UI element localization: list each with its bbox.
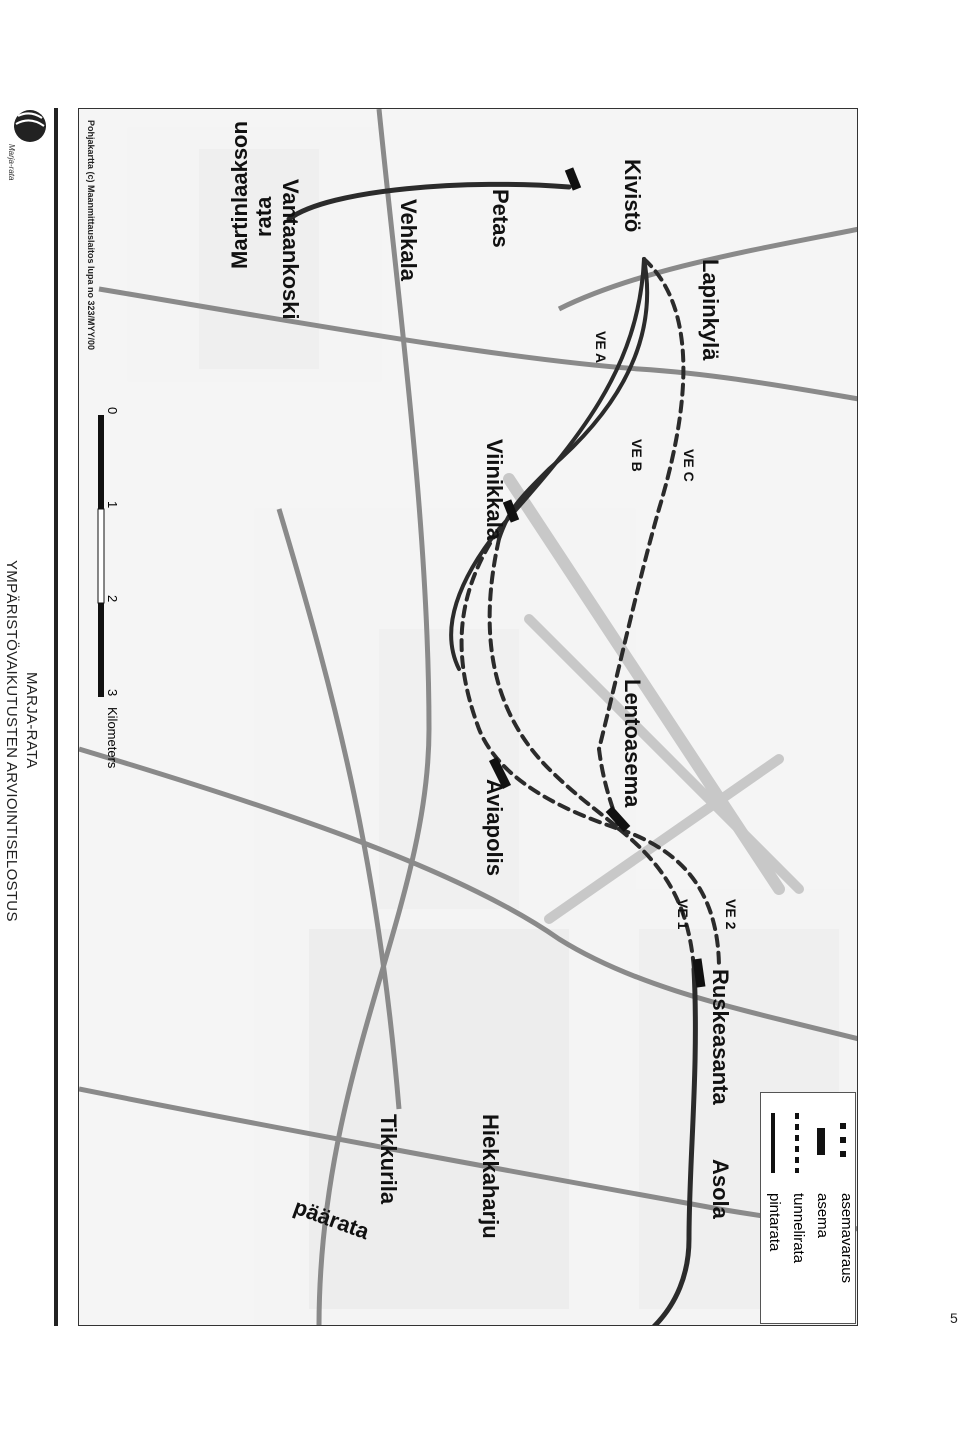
place-label-ruskeasanta: Ruskeasanta	[708, 969, 733, 1105]
place-label-vehkala: Vehkala	[396, 199, 421, 281]
left-rule	[54, 108, 58, 1326]
legend-label-tunnelirata: tunnelirata	[790, 1193, 807, 1264]
scale-unit: Kilometers	[105, 707, 120, 769]
place-label-kivisto: Kivistö	[620, 159, 645, 233]
marja-rata-logo	[6, 108, 46, 181]
scale-tick-0: 0	[105, 407, 120, 415]
place-label-aviapolis: Aviapolis	[482, 779, 507, 876]
scale-bar-graphic	[90, 405, 130, 705]
route-label-ve-2: VE 2	[723, 899, 739, 930]
place-label-tikkurila: Tikkurila	[376, 1114, 401, 1205]
legend-label-asema: asema	[814, 1193, 831, 1239]
document-subtitle: YMPÄRISTÖVAIKUTUSTEN ARVIOINTISELOSTUS	[3, 560, 20, 922]
place-label-rata: rata	[251, 196, 276, 237]
place-label-martinlaakson: Martinlaakson	[227, 121, 252, 269]
map-canvas	[79, 109, 858, 1326]
map-background	[79, 109, 858, 1326]
scale-bar	[90, 405, 130, 769]
legend-label-asemavaraus: asemavaraus	[838, 1193, 855, 1284]
station-ruskeasanta	[697, 959, 701, 987]
page-number: 5	[950, 1310, 958, 1326]
place-label-asola: Asola	[708, 1159, 733, 1219]
place-label-petas: Petas	[488, 189, 513, 248]
place-label-lapinkyla: Lapinkylä	[698, 259, 723, 361]
route-label-ve-c: VE C	[681, 449, 697, 482]
place-label-paarata: päärata	[290, 1194, 373, 1245]
route-map	[78, 108, 858, 1326]
scale-tick-3: 3	[105, 689, 120, 697]
logo-text: Marja-rata	[7, 144, 16, 181]
map-legend	[760, 1092, 856, 1324]
document-title: MARJA-RATA	[23, 672, 40, 769]
place-label-viinikkala: Viinikkala	[482, 439, 507, 541]
place-label-hiekkaharju: Hiekkaharju	[478, 1114, 503, 1239]
scale-tick-2: 2	[105, 595, 120, 603]
map-credit: Pohjakartta (c) Maanmittauslaitos lupa no 323/MYY/00	[86, 120, 96, 351]
place-label-vantaankoski: Vantaankoski	[278, 179, 303, 320]
scale-tick-1: 1	[105, 501, 120, 509]
route-label-ve-1: VE 1	[675, 899, 691, 930]
legend-label-pintarata: pintarata	[766, 1193, 783, 1252]
place-label-lentoasema: Lentoasema	[620, 679, 645, 808]
route-label-ve-b: VE B	[629, 439, 645, 472]
route-label-ve-a: VE A	[593, 331, 609, 364]
